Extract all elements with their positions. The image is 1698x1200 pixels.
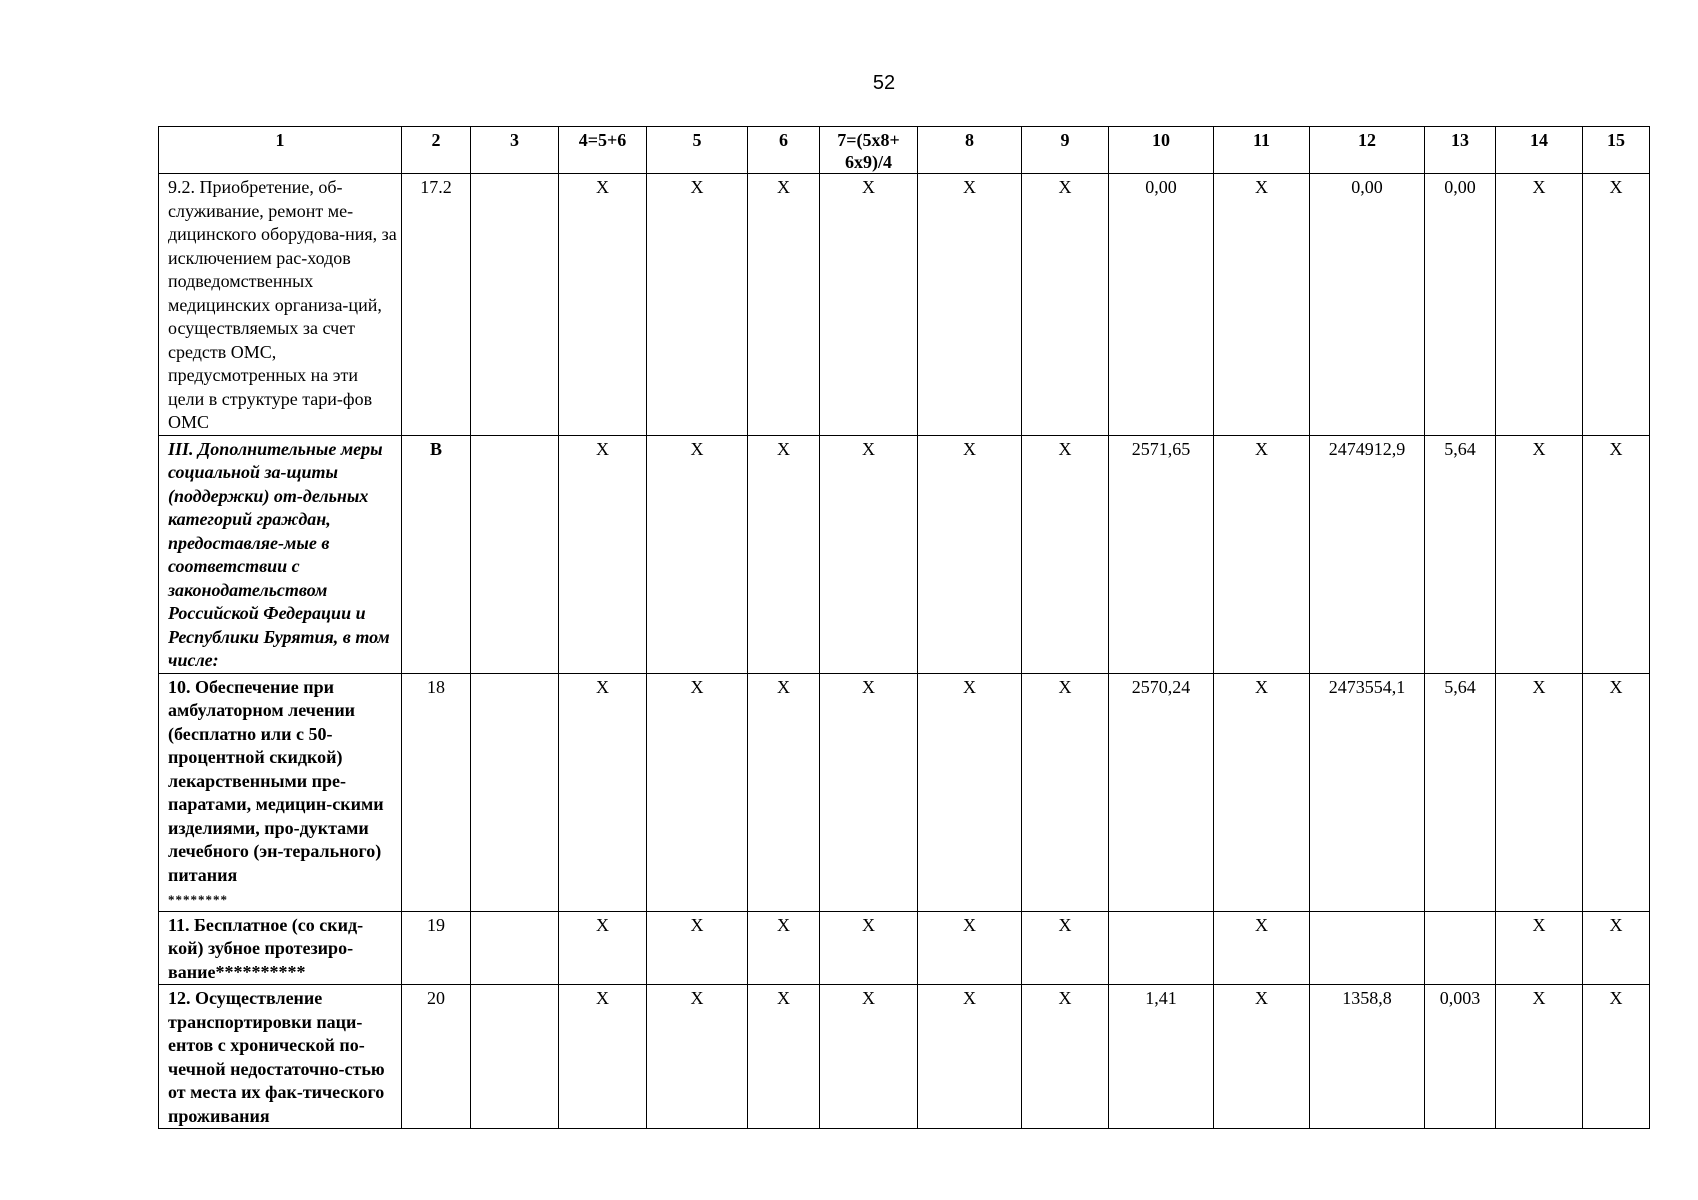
table-cell: Х [1214,911,1310,985]
table-cell: 5,64 [1425,435,1496,673]
table-cell: Х [748,174,820,436]
table-cell: 2473554,1 [1310,673,1425,911]
table-cell: Х [1496,435,1583,673]
table-cell: Х [559,673,647,911]
table-cell: 1,41 [1109,985,1214,1129]
table-cell: Х [647,985,748,1129]
table-cell: Х [647,435,748,673]
table-row [159,911,1650,985]
table-cell: Х [647,673,748,911]
table-cell: Х [1214,985,1310,1129]
table-cell [471,673,559,911]
table-cell: 2570,24 [1109,673,1214,911]
row-name-text: 10. Обеспечение при амбулаторном лечении (бесплатно или с 50-процентной скидкой) лекарственными пре-паратами, медицин-скими изделиями, про-дуктами лечебного (эн-терального) питания [168,676,384,885]
table-cell: Х [559,911,647,985]
table-cell [471,911,559,985]
data-table [158,126,1650,1129]
table-cell: 1358,8 [1310,985,1425,1129]
table-cell: 0,00 [1310,174,1425,436]
column-header: 3 [471,127,559,174]
table-cell: Х [1022,435,1109,673]
table-cell: Х [1496,673,1583,911]
table-cell: Х [748,985,820,1129]
table-cell [1310,911,1425,985]
table-cell [471,435,559,673]
table-cell: Х [820,435,918,673]
table-cell: Х [918,911,1022,985]
table-cell: Х [748,435,820,673]
table-cell: Х [918,985,1022,1129]
row-name-cell: III. Дополнительные меры социальной за-щиты (поддержки) от-дельных категорий граждан, предоставляе-мые в соответствии с законодательством Российской Федерации и Республики Бурятия, в том числе: [159,435,402,673]
table-cell: Х [559,174,647,436]
table-cell [471,174,559,436]
table-cell: 0,00 [1425,174,1496,436]
table-cell: Х [820,911,918,985]
table-cell: Х [1214,435,1310,673]
table-cell: Х [748,673,820,911]
table-cell: Х [820,985,918,1129]
column-header: 5 [647,127,748,174]
table-cell: Х [1214,673,1310,911]
header-row [159,127,1650,174]
column-header: 12 [1310,127,1425,174]
table-cell: 17.2 [402,174,471,436]
table-cell: Х [1583,911,1650,985]
table-cell: 0,00 [1109,174,1214,436]
row-name-cell: 12. Осуществление транспортировки паци-ентов с хронической по-чечной недостаточно-стью от места их фак-тического проживания [159,985,402,1129]
table-cell: Х [1583,985,1650,1129]
column-header: 13 [1425,127,1496,174]
column-header: 1 [159,127,402,174]
table-cell: Х [1496,174,1583,436]
table-cell [1425,911,1496,985]
table-cell: Х [647,911,748,985]
table-cell: Х [1583,435,1650,673]
column-header: 2 [402,127,471,174]
page-number: 52 [872,72,896,94]
row-name-cell: 9.2. Приобретение, об-служивание, ремонт ме-дицинского оборудова-ния, за исключением рас-ходов подведомственных медицинских организа-ций, осуществляемых за счет средств ОМС, предусмотренных на эти цели в структуре тари-фов ОМС [159,174,402,436]
column-header: 9 [1022,127,1109,174]
table-cell: Х [1214,174,1310,436]
table-cell: Х [1583,174,1650,436]
table-row [159,673,1650,911]
table-cell: Х [1022,174,1109,436]
table-cell: Х [1022,985,1109,1129]
table-cell: В [402,435,471,673]
table-cell: Х [820,174,918,436]
table-cell: Х [1022,673,1109,911]
column-header: 15 [1583,127,1650,174]
table-row [159,985,1650,1129]
table-cell: 19 [402,911,471,985]
table-cell: Х [918,435,1022,673]
column-header: 14 [1496,127,1583,174]
table-cell [471,985,559,1129]
column-header: 7=(5x8+ 6x9)/4 [820,127,918,174]
table-cell: Х [918,673,1022,911]
table-cell: Х [1583,673,1650,911]
row-name-cell: 11. Бесплатное (со скид-кой) зубное протезиро-вание********** [159,911,402,985]
table-cell: 20 [402,985,471,1129]
table-cell: 0,003 [1425,985,1496,1129]
table-cell: Х [1496,985,1583,1129]
table-cell: Х [559,985,647,1129]
table-cell: Х [559,435,647,673]
table-cell [1109,911,1214,985]
table-cell: 5,64 [1425,673,1496,911]
column-header: 8 [918,127,1022,174]
table-cell: Х [647,174,748,436]
table-cell: 2474912,9 [1310,435,1425,673]
table-cell: Х [1496,911,1583,985]
footnote-marker: ******** [168,892,228,907]
row-name-cell [159,673,402,911]
table-cell: 2571,65 [1109,435,1214,673]
table-cell: Х [748,911,820,985]
column-header: 6 [748,127,820,174]
table-cell: Х [1022,911,1109,985]
table-row [159,174,1650,436]
column-header: 4=5+6 [559,127,647,174]
table-cell: 18 [402,673,471,911]
column-header: 10 [1109,127,1214,174]
table-cell: Х [820,673,918,911]
column-header: 11 [1214,127,1310,174]
table-row [159,435,1650,673]
table-cell: Х [918,174,1022,436]
